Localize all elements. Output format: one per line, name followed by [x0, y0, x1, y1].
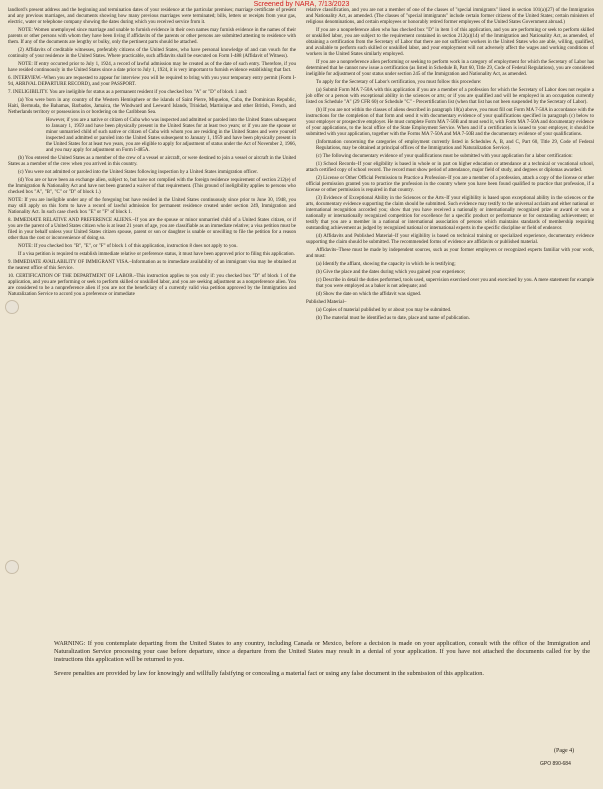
paragraph: Published Material–: [306, 300, 347, 305]
paragraph: (b) If you are not within the classes of aliens described in paragraph 10(a) above, you must fill out Form MA 7-50A in accordance with the instructions for the completion of that form and send it with documentary evidence of your qualifications specified in paragraph (c) below to your employer or prospective employer. He must complete Form MA 7-50B and must send it, with Form MA 7-50A and documentary evidence of your applications, to the local office of the State Employment Service. When and if a certification is issued to your employer, it should be submitted with your application, together with the Forms MA 7-50A and MA 7-50B and the documentary evidence of your qualifications.: [306, 108, 594, 137]
warning-section: [54, 640, 590, 684]
paragraph: 8. IMMEDIATE RELATIVE AND PREFERENCE ALIENS.–If you are the spouse or minor unmarried child of a United States citizen, or if you are the parent of a United States citizen who is at least 21 years of age, you are classifiable as an immediate relative; a visa petition must be filed in your behalf unless your United States citizen spouse, parent or son or daughter is unable or unwilling to file the petition for a reason other than the cost or inconvenience of doing so.: [8, 218, 296, 241]
paragraph: (b) You entered the United States as a member of the crew of a vessel or aircraft, or were destined to join a vessel or aircraft in the United States as a member of the crew when you arrived in this country.: [8, 156, 296, 167]
paragraph: 7. INELIGIBILITY. You are ineligible for status as a permanent resident if you checked box "A" or "D" of block 1 and:: [8, 90, 248, 95]
paragraph: If you are a nonpreference alien performing or seeking to perform work in a category of employment for which the Secretary of Labor has determined that he cannot now issue a certification (as listed in Schedule B, Part 60, Title 29, Code of Federal Regulations), you are considered ineligible for adjustment of your status under section 245 of the Immigration and Nationality Act, as amended.: [306, 60, 594, 77]
paragraph: To apply for the Secretary of Labor's certification, you must follow this procedure:: [316, 80, 482, 85]
paragraph: NOTE: If entry occurred prior to July 1, 1924, a record of lawful admission may be created as of the date of such entry. Therefore, if you have resided continuously in the United States since a date prior to July 1, 1924, it is very important to furnish evidence establishing that fact.: [8, 62, 296, 73]
paragraph: If you are a nonpreference alien who has checked box "D" in item 1 of this application, and you are performing or seek to perform skilled or unskilled labor, you are subject to the requirement contained in section 212(a)(14) of the Immigration and Nationality Act, as amended, of obtaining a certification from the Secretary of Labor that there are not sufficient workers in the United States who are able, willing, qualified, and available to perform such skilled or unskilled labor, and your employment will not adversely affect the wages and working conditions of workers in the United States similarly employed.: [306, 28, 594, 57]
penalty-paragraph: Severe penalties are provided by law for knowingly and willfully falsifying or concealing a material fact or using any false document in the submission of this application.: [54, 670, 484, 677]
paragraph: (c) Describe in detail the duties performed, tools used, supervision exercised over you and exercised by you. A mere statement for example that you were employed as a baker is not adequate; and: [316, 278, 594, 289]
paragraph: (c) You were not admitted or paroled into the United States following inspection by a United States immigration officer.: [18, 170, 258, 175]
paragraph: (Information concerning the categories of employment currently listed in Schedules A, B, and C, Part 60, Title 29, Code of Federal Regulations, may be obtained at principal offices of the Immigration and Naturalization Service).: [316, 140, 594, 151]
paragraph: (2) License or Other Official Permission to Practice a Profession–If you are a member of a profession, attach a copy of the license or other official permission granted you to practice the profession in the country where you have been found qualified to practice that profession, if a license or other permission is required in that country.: [306, 176, 594, 193]
paragraph: NOTE: Women unemployed since marriage and unable to furnish evidence in their own names may furnish evidence in the names of their parents or other persons with whom they have been living if affidavits of the parents or other persons are submitted attesting to residence with them. If any of the documents are lengthy or bulky, only the pertinent parts should be attached.: [8, 28, 296, 45]
punch-hole: [5, 560, 19, 574]
paragraph: (4) Affidavits and Published Material–If your eligibility is based on technical training or specialized experience, documentary evidence supporting the claim should be submitted. The recommended forms of evidence are affidavits or published material.: [306, 234, 594, 245]
paragraph: (a) Submit Form MA 7-50A with this application if you are a member of a profession for which the Secretary of Labor does not require a job offer or a person with exceptional ability in the sciences or arts; or if you are qualified and will be employed in an occupation currently listed on Schedule "A" (29 CFR 60) or Schedule "C" - Precertification list (when that list has not been suspended by the Secretary of Labor).: [306, 88, 594, 105]
paragraph: 10. CERTIFICATION OF THE DEPARTMENT OF LABOR.–This instruction applies to you only if: you checked box "D" of block 1 of the application, and you are performing or seek to perform skilled or unskilled labor, and you are seeking adjustment as a nonpreference alien. You are considered to be a nonpreference alien if you are not the beneficiary of a currently valid visa petition approved by the Immigration and Naturalization Service to accord you a preference or immediate: [8, 274, 296, 297]
warning-paragraph: WARNING: If you contemplate departing from the United States to any country, including Canada or Mexico, before a decision is made on your application, consult with the office of the Immigration and Naturalization Service processing your case before departure, since a departure from the United States may result in a denial of your application. If you have not attached the documents called for by the instructions this application will be returned to you.: [54, 640, 590, 663]
print-code: GPO 890-684: [540, 761, 571, 767]
punch-hole: [5, 300, 19, 314]
paragraph: (1) School Records–If your eligibility is based in whole or in part on higher education or attendance at a technical or vocational school, attach certified copy of school record. The record must show period of attendance, major field of study, and degrees or diplomas awarded.: [306, 162, 594, 173]
paragraph: (a) You were born in any country of the Western Hemisphere or the islands of Saint Pierre, Miquelon, Cuba, the Dominican Republic, Haiti, Bermuda, the Bahamas, Barbados, Jamaica, the Windward and Leeward Islands, Trinidad, Martinique and other British, French, and Netherlands territory or possessions in or bordering on the Caribbean Sea.: [8, 98, 296, 115]
paragraph: (a) Copies of material published by or about you may be submitted.: [316, 308, 452, 313]
paragraph: 6. INTERVIEW.–When you are requested to appear for interview you will be required to bring with you your temporary entry permit (Form I-94, ARRIVAL DEPARTURE RECORD), and your PASSPORT.: [8, 76, 296, 87]
paragraph: (b) The material must be identified as to date, place and name of publication.: [316, 316, 470, 321]
paragraph: 9. IMMEDIATE AVAILABILITY OF IMMIGRANT VISA.–Information as to immediate availability of an immigrant visa may be obtained at the nearest office of this Service.: [8, 260, 296, 271]
paragraph: NOTE: If you checked box "B", "E", or "F" of block 1 of this application, instruction 8 does not apply to you.: [18, 244, 238, 249]
paragraph: landlord's present address and the beginning and termination dates of your residence at the particular premises; marriage certificate of present and any previous marriages, and documents showing how many previous marriages were terminated; bills, letters or receipts from your gas, electric, water or telephone company showing the dates during which you received service from it.: [8, 8, 296, 25]
page-number: (Page 4): [554, 748, 575, 754]
paragraph: relative classification, and you are not a member of one of the classes of "special immigrants" listed in section 101(a)(27) of the Immigration and Nationality Act, as amended. (The classes of "special immigrants" include certain former citizens of the United States; certain ministers of religious denominations, and certain employees or honorably retired former employees of the United States Government abroad.): [306, 8, 594, 25]
paragraph: (3) Evidence of Exceptional Ability in the Sciences or the Arts–If your eligibility is based upon exceptional ability in the sciences or the arts, documentary evidence supporting the claim should be submitted. Such evidence may testify to the universal acclaim and either national or international recognition accorded you; show that you have received a nationally or internationally recognized prize or award or won a nationally or internationally recognized competition for excellence for a specific product or performance or for outstanding achievement; or testify that you are a member in a national or international association of persons which maintains standards of membership requiring outstanding achievement as judged by recognized national or international experts in the specific discipline or field of endeavor.: [306, 196, 594, 231]
paragraph: (d) Show the date on which the affidavit was signed.: [316, 292, 422, 297]
nara-screening-stamp: Screened by NARA, 7/13/2023: [253, 1, 350, 8]
right-column: [306, 8, 594, 324]
paragraph: (c) The following documentary evidence of your qualifications must be submitted with your application for a labor certification:: [316, 154, 573, 159]
paragraph: NOTE: If you are ineligible under any of the foregoing but have resided in the United States continuously since prior to June 30, 1948, you may still apply on this form to have a record of lawful admission for permanent residence created under section 249, Immigration and Nationality Act. In such case check box "E" or "F" of block 1.: [8, 198, 296, 215]
left-column: [8, 8, 296, 300]
paragraph: (b) Give the place and the dates during which you gained your experience;: [316, 270, 466, 275]
paragraph: If a visa petition is required to establish immediate relative or preference status, it must have been approved prior to filing this application.: [18, 252, 295, 257]
paragraph: (a) Identify the affiant, showing the capacity in which he is testifying;: [316, 262, 456, 267]
paragraph: Affidavits–These must be made by independent sources, such as your former employers or recognized experts familiar with your work, and must:: [306, 248, 594, 259]
paragraph: (d) You are or have been an exchange alien, subject to, but have not complied with the foreign residence requirement of section 212(e) of the Immigration & Nationality Act and have not been granted a waiver of that requirement. (This ground of ineligibility applies to persons who checked box "A", "B", "C" or "D" of block 1.): [8, 178, 296, 195]
paragraph: However, if you are a native or citizen of Cuba who was inspected and admitted or paroled into the United States subsequent to January 1, 1959 and have been physically present in the United States for at least two years; or if you are the spouse or minor unmarried child of such native or citizen of Cuba with whom you are residing in the United States and were yourself inspected and admitted or paroled into the United States subsequent to January 1, 1959 and have been physically present in the United States for at least two years, you are eligible to apply for adjustment of status under the Act of November 2, 1966, and you may apply for adjustment on Form I-485A.: [46, 118, 296, 153]
paragraph: (2) Affidavits of creditable witnesses, preferably citizens of the United States, who have personal knowledge of and can vouch for the continuity of your residence in the United States. Where practicable, such affidavits shall be executed on Form I-488 (Affidavit of Witness).: [8, 48, 296, 59]
